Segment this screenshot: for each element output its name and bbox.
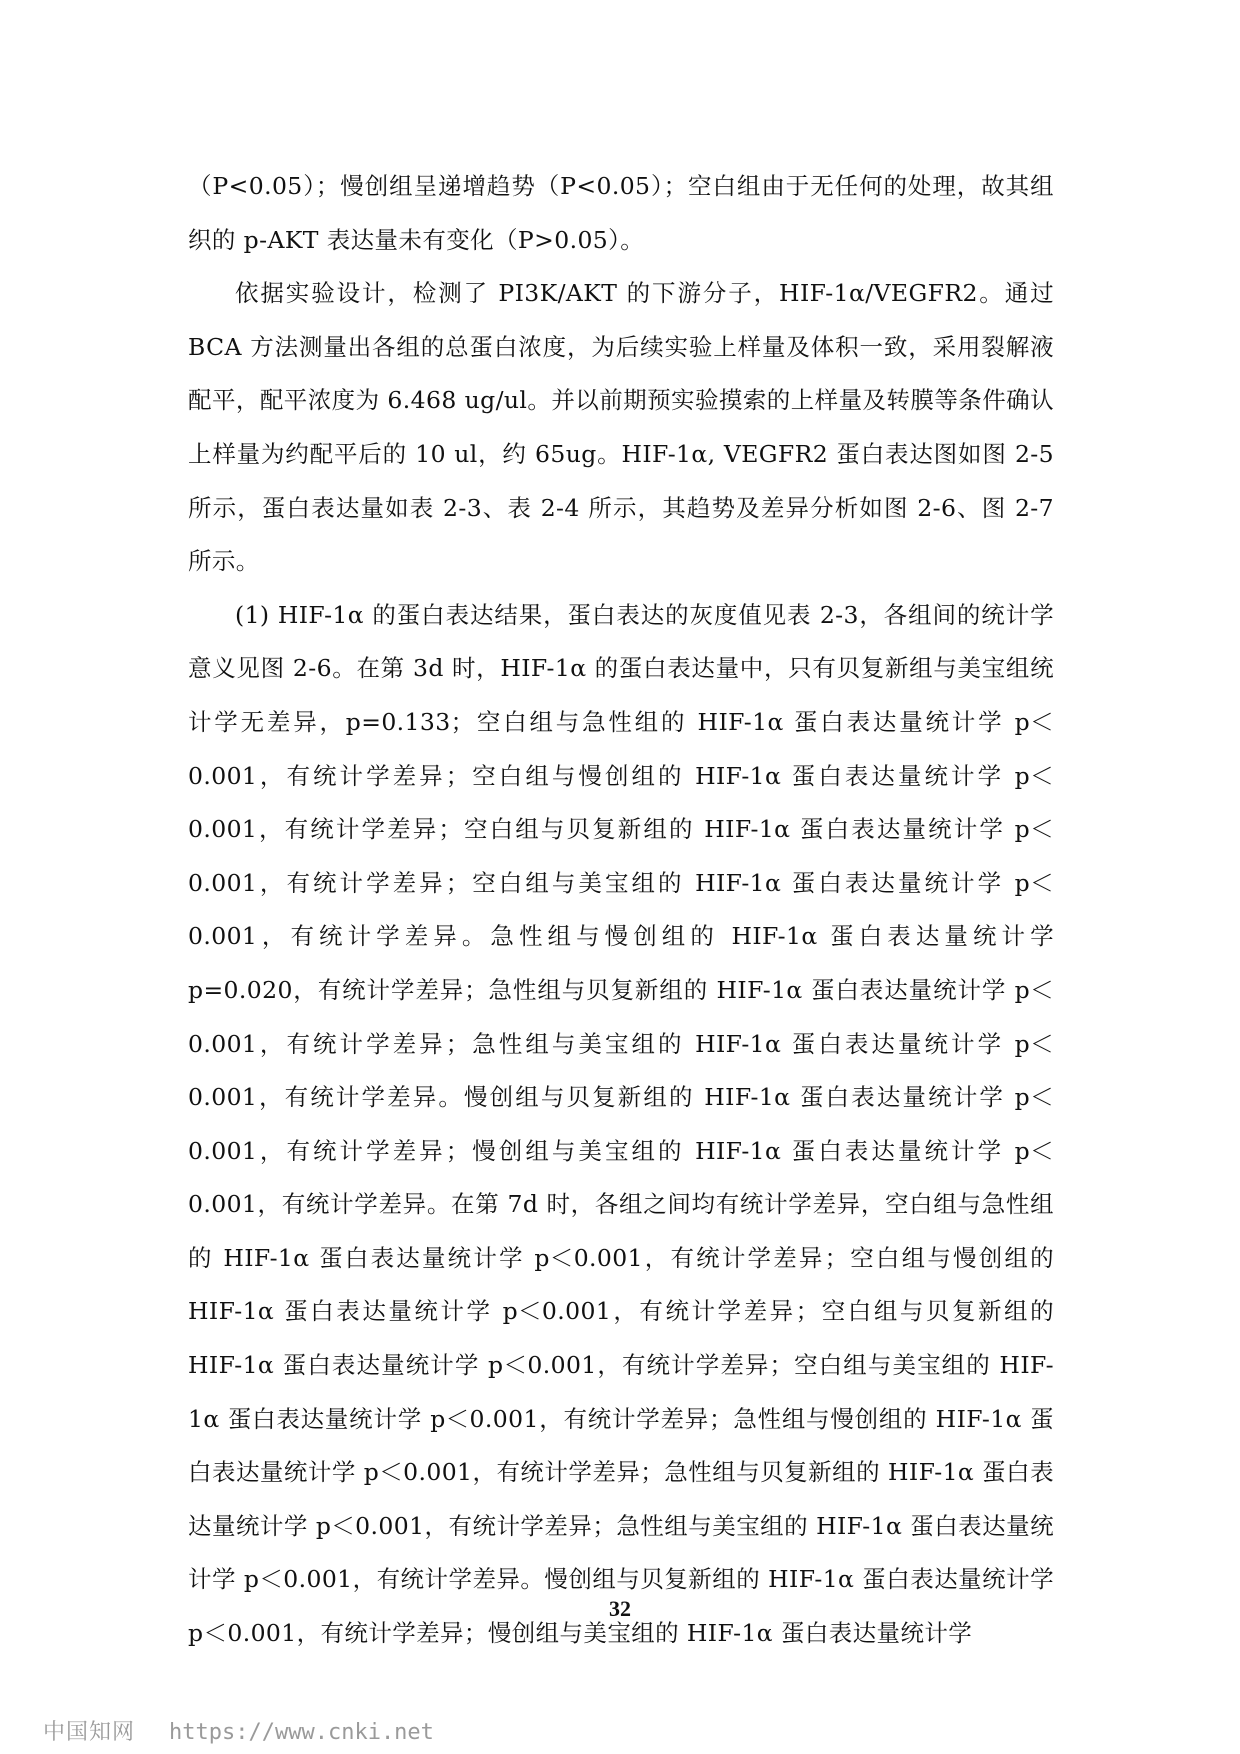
paragraph-continuation: （P<0.05）；慢创组呈递增趋势（P<0.05）；空白组由于无任何的处理，故其组织的 p-AKT 表达量未有变化（P>0.05）。 [188, 172, 1054, 254]
watermark-url: https://www.cnki.net [169, 1720, 434, 1745]
page-number: 32 [609, 1596, 631, 1621]
cnki-watermark [43, 1715, 434, 1746]
paragraph-experiment-design: 依据实验设计，检测了 PI3K/AKT 的下游分子，HIF-1α/VEGFR2。通过 BCA 方法测量出各组的总蛋白浓度，为后续实验上样量及体积一致，采用裂解液配平，配平浓度为 6.468 ug/ul。并以前期预实验摸索的上样量及转膜等条件确认上样量为约配平后的 10 ul，约 65ug。HIF-1α, VEGFR2 蛋白表达图如图 2-5 所示，蛋白表达量如表 2-3、表 2-4 所示，其趋势及差异分析如图 2-6、图 2-7 所示。 [188, 279, 1054, 576]
paragraph-hif1a-results: (1) HIF-1α 的蛋白表达结果，蛋白表达的灰度值见表 2-3，各组间的统计学意义见图 2-6。在第 3d 时，HIF-1α 的蛋白表达量中，只有贝复新组与美宝组统计学无差异，p=0.133；空白组与急性组的 HIF-1α 蛋白表达量统计学 p＜0.001，有统计学差异；空白组与慢创组的 HIF-1α 蛋白表达量统计学 p＜0.001，有统计学差异；空白组与贝复新组的 HIF-1α 蛋白表达量统计学 p＜0.001，有统计学差异；空白组与美宝组的 HIF-1α 蛋白表达量统计学 p＜0.001，有统计学差异。急性组与慢创组的 HIF-1α 蛋白表达量统计学 p=0.020，有统计学差异；急性组与贝复新组的 HIF-1α 蛋白表达量统计学 p＜0.001，有统计学差异；急性组与美宝组的 HIF-1α 蛋白表达量统计学 p＜0.001，有统计学差异。慢创组与贝复新组的 HIF-1α 蛋白表达量统计学 p＜0.001，有统计学差异；慢创组与美宝组的 HIF-1α 蛋白表达量统计学 p＜0.001，有统计学差异。在第 7d 时，各组之间均有统计学差异，空白组与急性组的 HIF-1α 蛋白表达量统计学 p＜0.001，有统计学差异；空白组与慢创组的 HIF-1α 蛋白表达量统计学 p＜0.001，有统计学差异；空白组与贝复新组的 HIF-1α 蛋白表达量统计学 p＜0.001，有统计学差异；空白组与美宝组的 HIF-1α 蛋白表达量统计学 p＜0.001，有统计学差异；急性组与慢创组的 HIF-1α 蛋白表达量统计学 p＜0.001，有统计学差异；急性组与贝复新组的 HIF-1α 蛋白表达量统计学 p＜0.001，有统计学差异；急性组与美宝组的 HIF-1α 蛋白表达量统计学 p＜0.001，有统计学差异。慢创组与贝复新组的 HIF-1α 蛋白表达量统计学 p＜0.001，有统计学差异；慢创组与美宝组的 HIF-1α 蛋白表达量统计学 [188, 600, 1054, 1648]
body-text [188, 160, 1054, 1661]
watermark-brand: 中国知网 [43, 1720, 136, 1745]
